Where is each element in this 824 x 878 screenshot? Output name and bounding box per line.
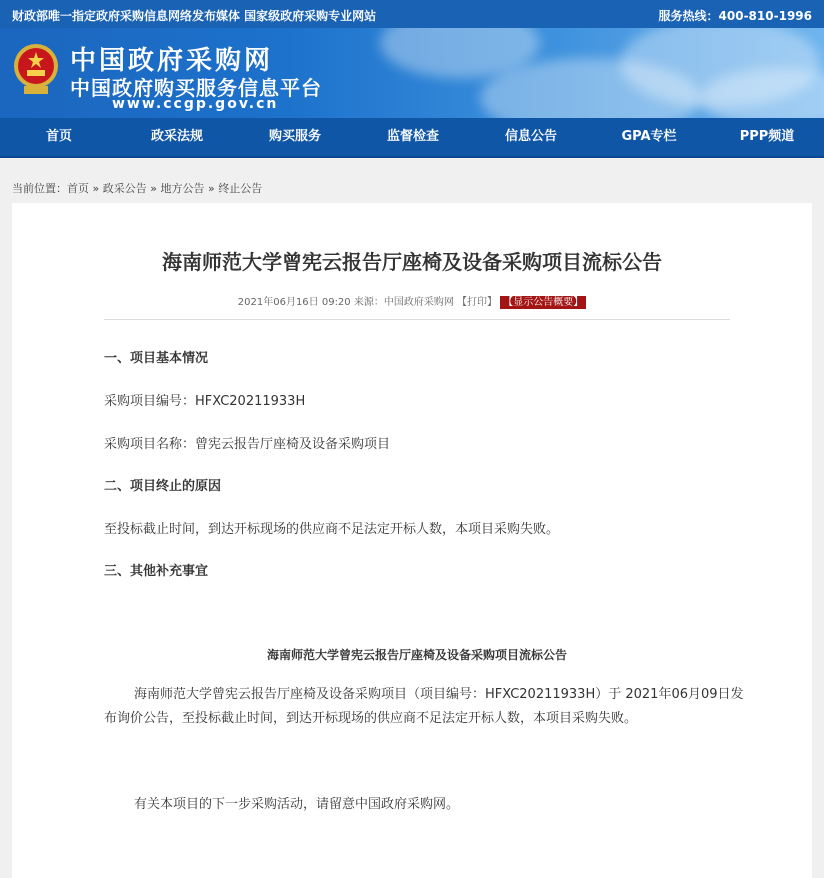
breadcrumb-separator: » (207, 182, 215, 195)
breadcrumb-separator: » (92, 182, 100, 195)
show-summary-button[interactable]: 【显示公告概要】 (500, 296, 586, 309)
main-nav (0, 118, 824, 158)
breadcrumb-prefix: 当前位置： (12, 182, 67, 195)
logo-url: www.ccgp.gov.cn (112, 96, 279, 112)
notice-paragraph (104, 683, 744, 731)
nav-item-supervision[interactable]: 监督检查 (386, 129, 439, 144)
nav-item-regulations[interactable]: 政采法规 (150, 129, 203, 144)
publish-info: 2021年06月16日 09:20 来源：中国政府采购网 (237, 297, 454, 308)
print-button[interactable]: 【打印】 (457, 297, 498, 308)
breadcrumb-local-notices[interactable]: 地方公告 (160, 182, 205, 195)
nav-item-purchase-service[interactable]: 购买服务 (268, 129, 321, 144)
site-slogan: 财政部唯一指定政府采购信息网络发布媒体 国家级政府采购专业网站 (12, 9, 377, 23)
project-number: 采购项目编号：HFXC20211933H (104, 394, 306, 409)
national-emblem-icon[interactable] (12, 40, 60, 98)
breadcrumb-termination-notices[interactable]: 终止公告 (218, 182, 263, 195)
nav-item-announcements[interactable]: 信息公告 (504, 129, 557, 144)
breadcrumb-procurement-notices[interactable]: 政采公告 (102, 182, 147, 195)
article-panel (12, 203, 812, 878)
breadcrumb-home[interactable]: 首页 (67, 182, 89, 195)
notice-next-steps: 有关本项目的下一步采购活动，请留意中国政府采购网。 (134, 797, 460, 812)
article-meta (12, 293, 812, 308)
article-title: 海南师范大学曾宪云报告厅座椅及设备采购项目流标公告 (162, 250, 662, 274)
breadcrumb (12, 180, 262, 196)
section-heading-basic-info: 一、项目基本情况 (104, 351, 209, 366)
logo-title[interactable]: 中国政府采购网 (70, 46, 274, 76)
notice-paragraph-line1: 海南师范大学曾宪云报告厅座椅及设备采购项目（项目编号：HFXC20211933H）于 2021年06月09日发 (134, 687, 744, 702)
notice-title: 海南师范大学曾宪云报告厅座椅及设备采购项目流标公告 (266, 648, 567, 662)
notice-paragraph-line2: 布询价公告，至投标截止时间，到达开标现场的供应商不足法定开标人数，本项目采购失败。 (104, 711, 638, 726)
termination-reason: 至投标截止时间，到达开标现场的供应商不足法定开标人数，本项目采购失败。 (104, 522, 560, 537)
header-banner (0, 28, 824, 118)
nav-item-home[interactable]: 首页 (45, 129, 72, 144)
breadcrumb-separator: » (150, 182, 157, 195)
logo-subtitle[interactable]: 中国政府购买服务信息平台 (70, 76, 322, 100)
project-name: 采购项目名称：曾宪云报告厅座椅及设备采购项目 (104, 437, 391, 452)
top-info-bar (0, 0, 824, 28)
nav-item-gpa[interactable]: GPA专栏 (621, 129, 677, 144)
section-heading-termination-reason: 二、项目终止的原因 (104, 479, 222, 494)
service-hotline: 服务热线：400-810-1996 (658, 9, 812, 23)
nav-item-ppp[interactable]: PPP频道 (739, 129, 795, 144)
title-divider (104, 319, 730, 320)
section-heading-other-matters: 三、其他补充事宜 (104, 564, 209, 579)
